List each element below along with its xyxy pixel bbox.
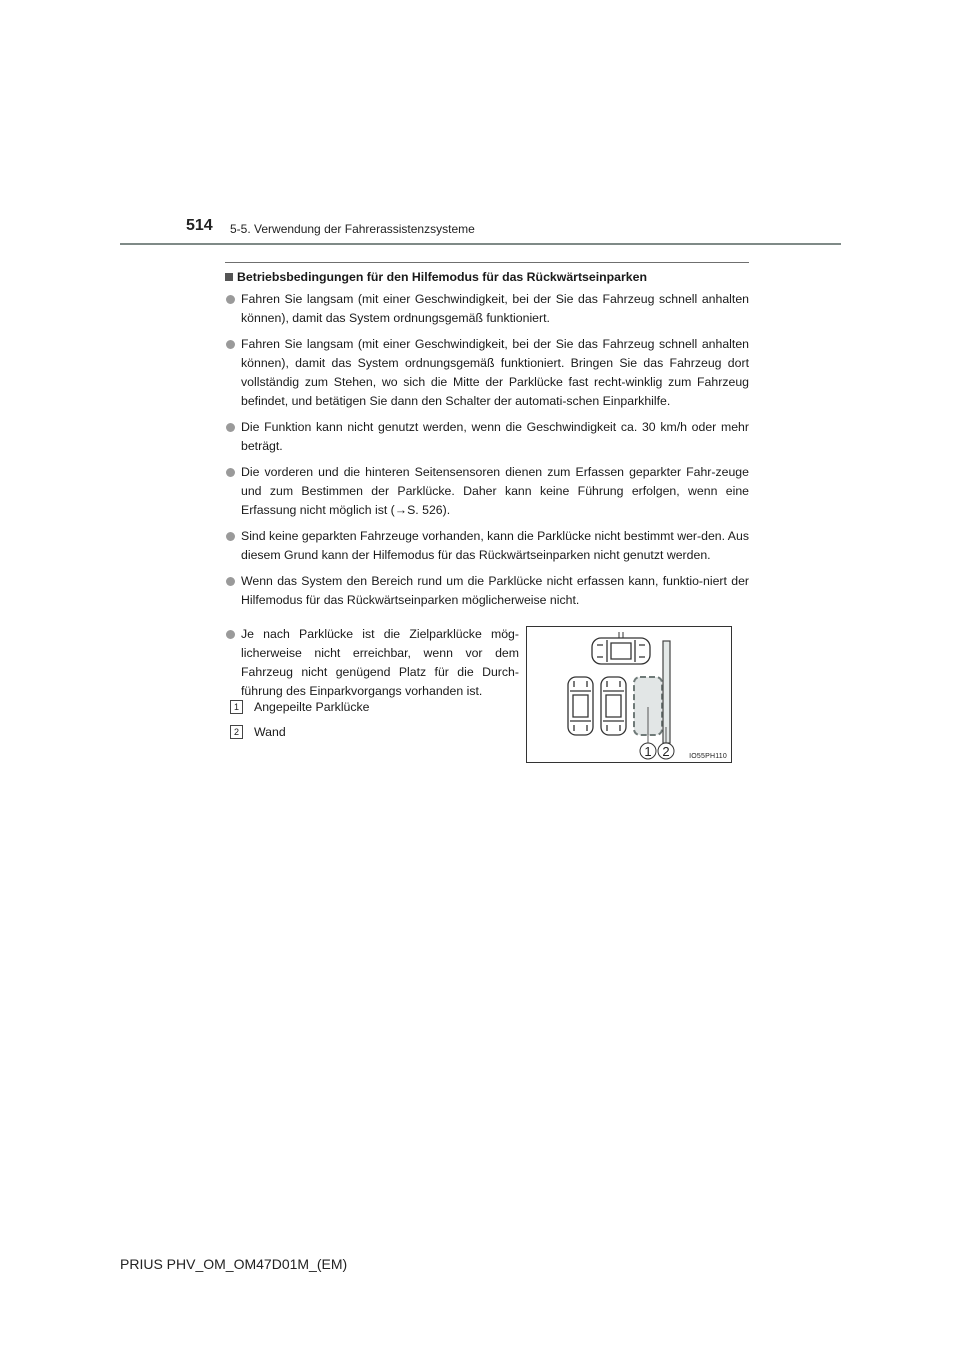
list-item-text: Sind keine geparkten Fahrzeuge vorhanden, kann die Parklücke nicht bestimmt wer-den. Aus diesem Grund kann der Hilfemodus für das Rückwärtseinparken nicht genutzt werden. <box>241 529 749 562</box>
callout-1-label: 1 <box>644 744 652 759</box>
parking-diagram-drawing <box>527 627 733 764</box>
callout-2-icon <box>658 743 674 759</box>
legend-label: Wand <box>254 725 286 739</box>
heading-rule <box>225 262 749 263</box>
section-title: 5-5. Verwendung der Fahrerassistenzsysteme <box>230 222 475 236</box>
bullet-dot-icon <box>226 340 235 349</box>
parking-diagram <box>526 626 732 763</box>
list-item <box>225 290 749 328</box>
list-item <box>225 463 749 520</box>
list-item <box>225 527 749 565</box>
wall-icon <box>663 641 670 743</box>
header-rule <box>120 243 841 245</box>
bullet-dot-icon <box>226 532 235 541</box>
list-item-text: Fahren Sie langsam (mit einer Geschwindigkeit, bei der Sie das Fahrzeug schnell anhalten können), damit das System ordnungsgemäß funktioniert. Bringen Sie das Fahrzeug dort vollständig zum Stehen, wo sich die Mitte der Parklücke fast recht-winklig zum Fahrzeug befindet, und betätigen Sie dann den Schalter der automati-schen Einparkhilfe. <box>241 337 749 408</box>
bullet-dot-icon <box>226 423 235 432</box>
footer-doc-id: PRIUS PHV_OM_OM47D01M_(EM) <box>120 1256 348 1272</box>
page-number: 514 <box>186 217 213 234</box>
callout-2-label: 2 <box>662 744 670 759</box>
legend-item-1 <box>230 700 370 714</box>
bullet-dot-icon <box>226 577 235 586</box>
parked-car-left-icon <box>568 677 593 735</box>
parked-car-top-icon <box>592 632 650 664</box>
bullet-dot-icon <box>226 630 235 639</box>
list-item <box>225 418 749 456</box>
square-bullet-icon <box>225 273 233 281</box>
list-item-text: Fahren Sie langsam (mit einer Geschwindigkeit, bei der Sie das Fahrzeug schnell anhalten können), damit das System ordnungsgemäß funktioniert. <box>241 292 749 325</box>
list-item-text: Je nach Parklücke ist die Zielparklücke mög-licherweise nicht erreichbar, wenn vor dem Fahrzeug nicht genügend Platz für die Durch-führung des Einparkvorgangs vorhanden ist. <box>241 627 519 698</box>
parked-car-middle-icon <box>601 677 626 735</box>
section-heading <box>225 270 749 284</box>
list-item <box>225 625 519 701</box>
bullet-dot-icon <box>226 295 235 304</box>
bullet-list <box>225 290 749 617</box>
list-item-text: Die Funktion kann nicht genutzt werden, wenn die Geschwindigkeit ca. 30 km/h oder mehr beträgt. <box>241 420 749 453</box>
list-item-text: Die vorderen und die hinteren Seitensensoren dienen zum Erfassen geparkter Fahr-zeuge und zum Bestimmen der Parklücke. Daher kann keine Führung erfolgen, wenn eine Erfassung nicht möglich ist (→S. 526). <box>241 465 749 517</box>
heading-text: Betriebsbedingungen für den Hilfemodus für das Rückwärtseinparken <box>237 270 647 284</box>
list-item <box>225 335 749 411</box>
bullet-dot-icon <box>226 468 235 477</box>
list-item <box>225 572 749 610</box>
callout-number: 2 <box>230 725 243 739</box>
list-item-text: Wenn das System den Bereich rund um die Parklücke nicht erfassen kann, funktio-niert der Hilfemodus für das Rückwärtseinparken möglicherweise nicht. <box>241 574 749 607</box>
callout-1-icon <box>640 743 656 759</box>
legend-item-2 <box>230 725 286 739</box>
legend-label: Angepeilte Parklücke <box>254 700 370 714</box>
callout-number: 1 <box>230 700 243 714</box>
figure-code: IO55PH110 <box>689 753 727 760</box>
